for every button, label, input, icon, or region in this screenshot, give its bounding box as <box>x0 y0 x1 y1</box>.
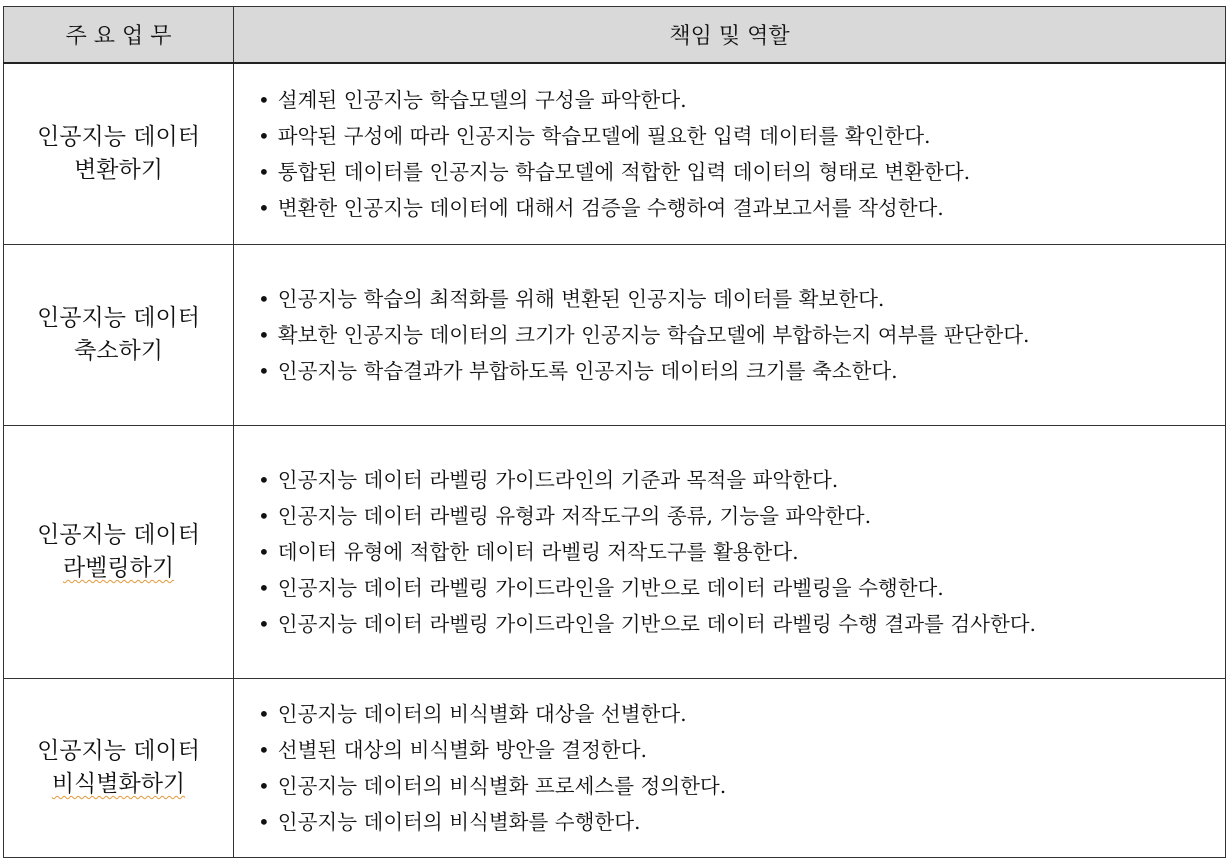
list-item: • 설계된 인공지능 학습모델의 구성을 파악한다. <box>258 82 1205 118</box>
table-row <box>4 679 1226 858</box>
list-item: • 인공지능 데이터 라벨링 가이드라인을 기반으로 데이터 라벨링 수행 결과를 검사한다. <box>258 606 1118 642</box>
table-row <box>4 63 1226 245</box>
duties-table <box>3 6 1226 858</box>
task-cell <box>4 426 234 679</box>
list-item: • 인공지능 데이터의 비식별화를 수행한다. <box>258 804 1205 840</box>
responsibility-cell <box>234 679 1226 858</box>
table-row <box>4 426 1226 679</box>
list-item: • 인공지능 데이터 라벨링 가이드라인을 기반으로 데이터 라벨링을 수행한다. <box>258 570 1205 606</box>
task-subtitle: 변환하기 <box>74 157 163 183</box>
responsibility-list <box>258 462 1205 642</box>
list-item: • 선별된 대상의 비식별화 방안을 결정한다. <box>258 732 1205 768</box>
task-cell <box>4 63 234 245</box>
header-responsibilities: 책임 및 역할 <box>234 7 1226 64</box>
task-subtitle: 비식별화하기 <box>51 771 186 797</box>
list-item: • 통합된 데이터를 인공지능 학습모델에 적합한 입력 데이터의 형태로 변환한다. <box>258 154 1205 190</box>
list-item: • 인공지능 학습의 최적화를 위해 변환된 인공지능 데이터를 확보한다. <box>258 281 1205 317</box>
task-subtitle: 축소하기 <box>74 338 163 364</box>
table-row <box>4 245 1226 426</box>
list-item: • 인공지능 데이터의 비식별화 대상을 선별한다. <box>258 696 1205 732</box>
list-item: • 인공지능 데이터 라벨링 가이드라인의 기준과 목적을 파악한다. <box>258 462 1205 498</box>
list-item: • 데이터 유형에 적합한 데이터 라벨링 저작도구를 활용한다. <box>258 534 1205 570</box>
responsibility-list <box>258 696 1205 840</box>
list-item: • 인공지능 데이터 라벨링 유형과 저작도구의 종류, 기능을 파악한다. <box>258 498 1205 534</box>
responsibility-cell <box>234 245 1226 426</box>
task-subtitle: 라벨링하기 <box>62 555 175 581</box>
list-item: • 파악된 구성에 따라 인공지능 학습모델에 필요한 입력 데이터를 확인한다. <box>258 118 1205 154</box>
task-cell <box>4 245 234 426</box>
task-title: 인공지능 데이터 <box>37 305 200 331</box>
list-item: • 확보한 인공지능 데이터의 크기가 인공지능 학습모델에 부합하는지 여부를 판단한다. <box>258 317 1118 353</box>
responsibility-cell <box>234 63 1226 245</box>
responsibility-cell <box>234 426 1226 679</box>
task-title: 인공지능 데이터 <box>37 124 200 150</box>
list-item: • 인공지능 데이터의 비식별화 프로세스를 정의한다. <box>258 768 1205 804</box>
task-title: 인공지능 데이터 <box>37 522 200 548</box>
header-main-duties: 주 요 업 무 <box>4 7 234 64</box>
responsibility-list <box>258 82 1205 226</box>
list-item: • 인공지능 학습결과가 부합하도록 인공지능 데이터의 크기를 축소한다. <box>258 353 1205 389</box>
list-item: • 변환한 인공지능 데이터에 대해서 검증을 수행하여 결과보고서를 작성한다. <box>258 190 1205 226</box>
responsibility-list <box>258 281 1205 389</box>
task-cell <box>4 679 234 858</box>
task-title: 인공지능 데이터 <box>37 738 200 764</box>
header-row <box>4 7 1226 64</box>
